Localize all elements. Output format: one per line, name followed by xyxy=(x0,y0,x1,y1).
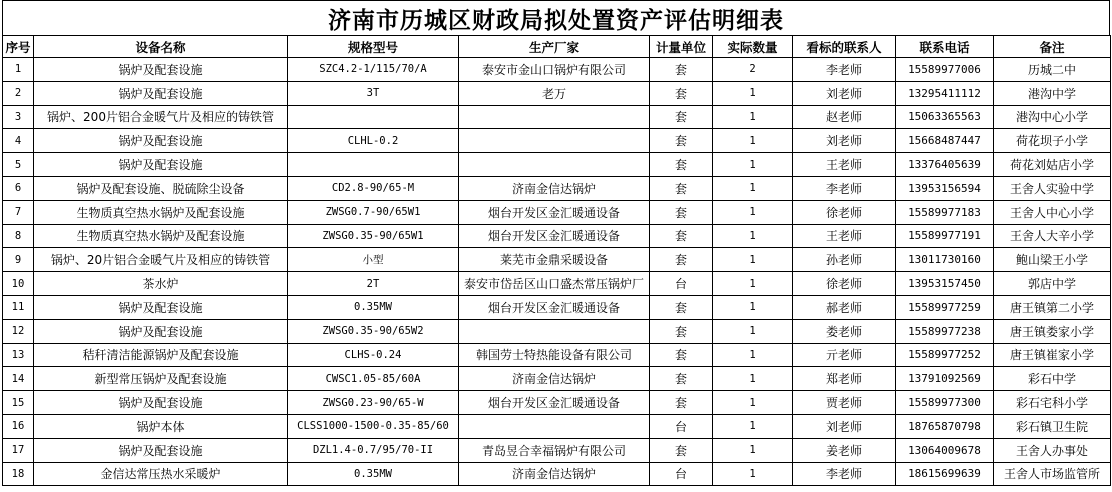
col-phone-cell[interactable]: 13953156594 xyxy=(896,176,994,200)
col-manufacturer-cell[interactable]: 莱芜市金鼎采暖设备 xyxy=(459,248,650,272)
col-quantity-cell[interactable]: 1 xyxy=(713,153,793,177)
col-phone-cell[interactable]: 13064009678 xyxy=(896,438,994,462)
col-remark-cell[interactable]: 彩石镇卫生院 xyxy=(994,414,1111,438)
col-spec-model-cell[interactable]: 0.35MW xyxy=(288,295,459,319)
col-remark-cell[interactable]: 王舍人中心小学 xyxy=(994,200,1111,224)
col-quantity-cell[interactable]: 1 xyxy=(713,200,793,224)
col-seq-cell[interactable]: 2 xyxy=(3,81,34,105)
col-quantity-cell[interactable]: 2 xyxy=(713,58,793,82)
col-spec-model-cell[interactable]: SZC4.2-1/115/70/A xyxy=(288,58,459,82)
col-unit-cell[interactable]: 套 xyxy=(650,343,713,367)
col-phone-cell[interactable]: 13791092569 xyxy=(896,367,994,391)
col-unit-cell[interactable]: 套 xyxy=(650,105,713,129)
col-spec-model-cell[interactable]: ZWSG0.35-90/65W2 xyxy=(288,319,459,343)
col-quantity-cell[interactable]: 1 xyxy=(713,81,793,105)
col-quantity-cell[interactable]: 1 xyxy=(713,391,793,415)
col-manufacturer-cell[interactable] xyxy=(459,319,650,343)
table-row xyxy=(3,391,1111,415)
col-unit-cell[interactable]: 套 xyxy=(650,438,713,462)
col-spec-model-cell[interactable]: 3T xyxy=(288,81,459,105)
col-seq-cell[interactable]: 10 xyxy=(3,272,34,296)
col-unit-cell[interactable]: 套 xyxy=(650,391,713,415)
table-row xyxy=(3,105,1111,129)
col-quantity-cell[interactable]: 1 xyxy=(713,343,793,367)
col-manufacturer-header: 生产厂家 xyxy=(459,36,650,58)
col-device-name-cell[interactable]: 锅炉及配套设施 xyxy=(34,58,288,82)
col-manufacturer-cell[interactable]: 老万 xyxy=(459,81,650,105)
table-row xyxy=(3,81,1111,105)
col-spec-model-cell[interactable] xyxy=(288,153,459,177)
table-row xyxy=(3,224,1111,248)
col-seq-cell[interactable]: 3 xyxy=(3,105,34,129)
col-remark-cell[interactable]: 王舍人办事处 xyxy=(994,438,1111,462)
col-manufacturer-cell[interactable]: 济南金信达锅炉 xyxy=(459,367,650,391)
col-device-name-cell[interactable]: 锅炉及配套设施、脱硫除尘设备 xyxy=(34,176,288,200)
col-spec-model-cell[interactable]: DZL1.4-0.7/95/70-II xyxy=(288,438,459,462)
col-device-name-cell[interactable]: 锅炉及配套设施 xyxy=(34,438,288,462)
col-spec-model-cell[interactable]: 0.35MW xyxy=(288,462,459,486)
col-phone-cell[interactable]: 13011730160 xyxy=(896,248,994,272)
col-remark-cell[interactable]: 唐王镇娄家小学 xyxy=(994,319,1111,343)
col-contact-cell[interactable]: 贾老师 xyxy=(793,391,896,415)
col-remark-cell[interactable]: 历城二中 xyxy=(994,58,1111,82)
col-remark-header: 备注 xyxy=(994,36,1111,58)
table-row xyxy=(3,176,1111,200)
col-device-name-cell[interactable]: 生物质真空热水锅炉及配套设施 xyxy=(34,200,288,224)
col-remark-cell[interactable]: 鲍山梁王小学 xyxy=(994,248,1111,272)
col-contact-cell[interactable]: 刘老师 xyxy=(793,129,896,153)
col-unit-cell[interactable]: 台 xyxy=(650,272,713,296)
col-manufacturer-cell[interactable] xyxy=(459,414,650,438)
col-manufacturer-cell[interactable]: 济南金信达锅炉 xyxy=(459,462,650,486)
asset-table xyxy=(2,35,1111,486)
table-row xyxy=(3,129,1111,153)
col-seq-cell[interactable]: 11 xyxy=(3,295,34,319)
col-unit-cell[interactable]: 台 xyxy=(650,414,713,438)
col-contact-header: 看标的联系人 xyxy=(793,36,896,58)
col-spec-model-cell[interactable]: ZWSG0.23-90/65-W xyxy=(288,391,459,415)
col-phone-header: 联系电话 xyxy=(896,36,994,58)
col-device-name-cell[interactable]: 茶水炉 xyxy=(34,272,288,296)
col-quantity-cell[interactable]: 1 xyxy=(713,367,793,391)
col-contact-cell[interactable]: 郝老师 xyxy=(793,295,896,319)
col-contact-cell[interactable]: 孙老师 xyxy=(793,248,896,272)
col-seq-cell[interactable]: 16 xyxy=(3,414,34,438)
col-remark-cell[interactable]: 港沟中心小学 xyxy=(994,105,1111,129)
col-remark-cell[interactable]: 王舍人大辛小学 xyxy=(994,224,1111,248)
col-phone-cell[interactable]: 13376405639 xyxy=(896,153,994,177)
col-phone-cell[interactable]: 15589977259 xyxy=(896,295,994,319)
col-remark-cell[interactable]: 郭店中学 xyxy=(994,272,1111,296)
col-manufacturer-cell[interactable]: 济南金信达锅炉 xyxy=(459,176,650,200)
col-phone-cell[interactable]: 15063365563 xyxy=(896,105,994,129)
col-phone-cell[interactable]: 18615699639 xyxy=(896,462,994,486)
col-spec-model-cell[interactable]: CLHL-0.2 xyxy=(288,129,459,153)
col-unit-header: 计量单位 xyxy=(650,36,713,58)
col-quantity-cell[interactable]: 1 xyxy=(713,129,793,153)
col-contact-cell[interactable]: 娄老师 xyxy=(793,319,896,343)
col-device-name-cell[interactable]: 锅炉及配套设施 xyxy=(34,81,288,105)
table-row xyxy=(3,319,1111,343)
col-device-name-cell[interactable]: 锅炉及配套设施 xyxy=(34,153,288,177)
col-unit-cell[interactable]: 套 xyxy=(650,129,713,153)
col-contact-cell[interactable]: 姜老师 xyxy=(793,438,896,462)
col-quantity-cell[interactable]: 1 xyxy=(713,295,793,319)
col-contact-cell[interactable]: 亓老师 xyxy=(793,343,896,367)
col-phone-cell[interactable]: 15589977006 xyxy=(896,58,994,82)
col-unit-cell[interactable]: 套 xyxy=(650,367,713,391)
col-spec-model-cell[interactable]: 小型 xyxy=(288,248,459,272)
col-spec-model-header: 规格型号 xyxy=(288,36,459,58)
col-device-name-cell[interactable]: 锅炉本体 xyxy=(34,414,288,438)
col-phone-cell[interactable]: 15589977238 xyxy=(896,319,994,343)
col-device-name-header: 设备名称 xyxy=(34,36,288,58)
table-row xyxy=(3,438,1111,462)
col-manufacturer-cell[interactable] xyxy=(459,153,650,177)
col-contact-cell[interactable]: 李老师 xyxy=(793,176,896,200)
col-spec-model-cell[interactable]: ZWSG0.35-90/65W1 xyxy=(288,224,459,248)
col-contact-cell[interactable]: 郑老师 xyxy=(793,367,896,391)
col-unit-cell[interactable]: 套 xyxy=(650,224,713,248)
table-row xyxy=(3,58,1111,82)
col-remark-cell[interactable]: 唐王镇第二小学 xyxy=(994,295,1111,319)
col-manufacturer-cell[interactable]: 烟台开发区金汇暖通设备 xyxy=(459,224,650,248)
col-phone-cell[interactable]: 15668487447 xyxy=(896,129,994,153)
col-remark-cell[interactable]: 王舍人实验中学 xyxy=(994,176,1111,200)
table-row xyxy=(3,343,1111,367)
col-device-name-cell[interactable]: 锅炉及配套设施 xyxy=(34,319,288,343)
col-spec-model-cell[interactable]: 2T xyxy=(288,272,459,296)
col-contact-cell[interactable]: 王老师 xyxy=(793,153,896,177)
col-manufacturer-cell[interactable]: 泰安市金山口锅炉有限公司 xyxy=(459,58,650,82)
col-phone-cell[interactable]: 15589977252 xyxy=(896,343,994,367)
col-manufacturer-cell[interactable]: 泰安市岱岳区山口盛杰常压锅炉厂 xyxy=(459,272,650,296)
sheet-title: 济南市历城区财政局拟处置资产评估明细表 xyxy=(2,0,1110,35)
col-unit-cell[interactable]: 套 xyxy=(650,176,713,200)
col-quantity-cell[interactable]: 1 xyxy=(713,319,793,343)
col-device-name-cell[interactable]: 秸秆清洁能源锅炉及配套设施 xyxy=(34,343,288,367)
col-seq-cell[interactable]: 15 xyxy=(3,391,34,415)
col-phone-cell[interactable]: 15589977183 xyxy=(896,200,994,224)
col-unit-cell[interactable]: 套 xyxy=(650,58,713,82)
table-row xyxy=(3,462,1111,486)
col-seq-cell[interactable]: 8 xyxy=(3,224,34,248)
table-row xyxy=(3,272,1111,296)
col-remark-cell[interactable]: 彩石中学 xyxy=(994,367,1111,391)
col-device-name-cell[interactable]: 锅炉、200片铝合金暖气片及相应的铸铁管 xyxy=(34,105,288,129)
col-seq-cell[interactable]: 4 xyxy=(3,129,34,153)
col-spec-model-cell[interactable]: CLHS-0.24 xyxy=(288,343,459,367)
col-unit-cell[interactable]: 套 xyxy=(650,153,713,177)
col-seq-cell[interactable]: 18 xyxy=(3,462,34,486)
col-manufacturer-cell[interactable]: 烟台开发区金汇暖通设备 xyxy=(459,295,650,319)
col-phone-cell[interactable]: 15589977300 xyxy=(896,391,994,415)
col-quantity-header: 实际数量 xyxy=(713,36,793,58)
col-seq-cell[interactable]: 13 xyxy=(3,343,34,367)
col-device-name-cell[interactable]: 锅炉、20片铝合金暖气片及相应的铸铁管 xyxy=(34,248,288,272)
table-row xyxy=(3,414,1111,438)
col-device-name-cell[interactable]: 锅炉及配套设施 xyxy=(34,129,288,153)
col-quantity-cell[interactable]: 1 xyxy=(713,105,793,129)
col-remark-cell[interactable]: 荷花坝子小学 xyxy=(994,129,1111,153)
table-row xyxy=(3,248,1111,272)
col-manufacturer-cell[interactable] xyxy=(459,129,650,153)
col-seq-cell[interactable]: 9 xyxy=(3,248,34,272)
col-seq-header: 序号 xyxy=(3,36,34,58)
col-unit-cell[interactable]: 台 xyxy=(650,462,713,486)
col-phone-cell[interactable]: 13953157450 xyxy=(896,272,994,296)
col-quantity-cell[interactable]: 1 xyxy=(713,248,793,272)
col-quantity-cell[interactable]: 1 xyxy=(713,176,793,200)
col-unit-cell[interactable]: 套 xyxy=(650,295,713,319)
col-contact-cell[interactable]: 徐老师 xyxy=(793,200,896,224)
col-phone-cell[interactable]: 13295411112 xyxy=(896,81,994,105)
col-spec-model-cell[interactable]: ZWSG0.7-90/65W1 xyxy=(288,200,459,224)
col-contact-cell[interactable]: 赵老师 xyxy=(793,105,896,129)
col-seq-cell[interactable]: 14 xyxy=(3,367,34,391)
col-device-name-cell[interactable]: 锅炉及配套设施 xyxy=(34,295,288,319)
col-remark-cell[interactable]: 唐王镇崔家小学 xyxy=(994,343,1111,367)
col-spec-model-cell[interactable] xyxy=(288,105,459,129)
col-device-name-cell[interactable]: 锅炉及配套设施 xyxy=(34,391,288,415)
col-manufacturer-cell[interactable]: 烟台开发区金汇暖通设备 xyxy=(459,200,650,224)
col-contact-cell[interactable]: 刘老师 xyxy=(793,81,896,105)
col-device-name-cell[interactable]: 生物质真空热水锅炉及配套设施 xyxy=(34,224,288,248)
col-manufacturer-cell[interactable] xyxy=(459,105,650,129)
col-seq-cell[interactable]: 1 xyxy=(3,58,34,82)
table-row xyxy=(3,200,1111,224)
col-unit-cell[interactable]: 套 xyxy=(650,81,713,105)
col-unit-cell[interactable]: 套 xyxy=(650,319,713,343)
col-unit-cell[interactable]: 套 xyxy=(650,200,713,224)
col-remark-cell[interactable]: 荷花刘姑店小学 xyxy=(994,153,1111,177)
col-remark-cell[interactable]: 港沟中学 xyxy=(994,81,1111,105)
col-manufacturer-cell[interactable]: 韩国劳士特热能设备有限公司 xyxy=(459,343,650,367)
col-quantity-cell[interactable]: 1 xyxy=(713,438,793,462)
col-seq-cell[interactable]: 5 xyxy=(3,153,34,177)
header-row xyxy=(3,36,1111,58)
col-contact-cell[interactable]: 李老师 xyxy=(793,462,896,486)
col-spec-model-cell[interactable]: CWSC1.05-85/60A xyxy=(288,367,459,391)
col-seq-cell[interactable]: 12 xyxy=(3,319,34,343)
col-contact-cell[interactable]: 刘老师 xyxy=(793,414,896,438)
col-phone-cell[interactable]: 18765870798 xyxy=(896,414,994,438)
col-contact-cell[interactable]: 徐老师 xyxy=(793,272,896,296)
col-manufacturer-cell[interactable]: 烟台开发区金汇暖通设备 xyxy=(459,391,650,415)
col-seq-cell[interactable]: 6 xyxy=(3,176,34,200)
col-spec-model-cell[interactable]: CLSS1000-1500-0.35-85/60 xyxy=(288,414,459,438)
col-contact-cell[interactable]: 王老师 xyxy=(793,224,896,248)
col-quantity-cell[interactable]: 1 xyxy=(713,462,793,486)
col-seq-cell[interactable]: 17 xyxy=(3,438,34,462)
table-row xyxy=(3,367,1111,391)
col-quantity-cell[interactable]: 1 xyxy=(713,272,793,296)
col-device-name-cell[interactable]: 新型常压锅炉及配套设施 xyxy=(34,367,288,391)
col-manufacturer-cell[interactable]: 青岛昱合幸福锅炉有限公司 xyxy=(459,438,650,462)
col-phone-cell[interactable]: 15589977191 xyxy=(896,224,994,248)
col-quantity-cell[interactable]: 1 xyxy=(713,414,793,438)
col-contact-cell[interactable]: 李老师 xyxy=(793,58,896,82)
col-device-name-cell[interactable]: 金信达常压热水采暖炉 xyxy=(34,462,288,486)
col-spec-model-cell[interactable]: CD2.8-90/65-M xyxy=(288,176,459,200)
col-seq-cell[interactable]: 7 xyxy=(3,200,34,224)
table-row xyxy=(3,295,1111,319)
col-unit-cell[interactable]: 套 xyxy=(650,248,713,272)
col-remark-cell[interactable]: 王舍人市场监管所 xyxy=(994,462,1111,486)
table-row xyxy=(3,153,1111,177)
col-quantity-cell[interactable]: 1 xyxy=(713,224,793,248)
col-remark-cell[interactable]: 彩石宅科小学 xyxy=(994,391,1111,415)
